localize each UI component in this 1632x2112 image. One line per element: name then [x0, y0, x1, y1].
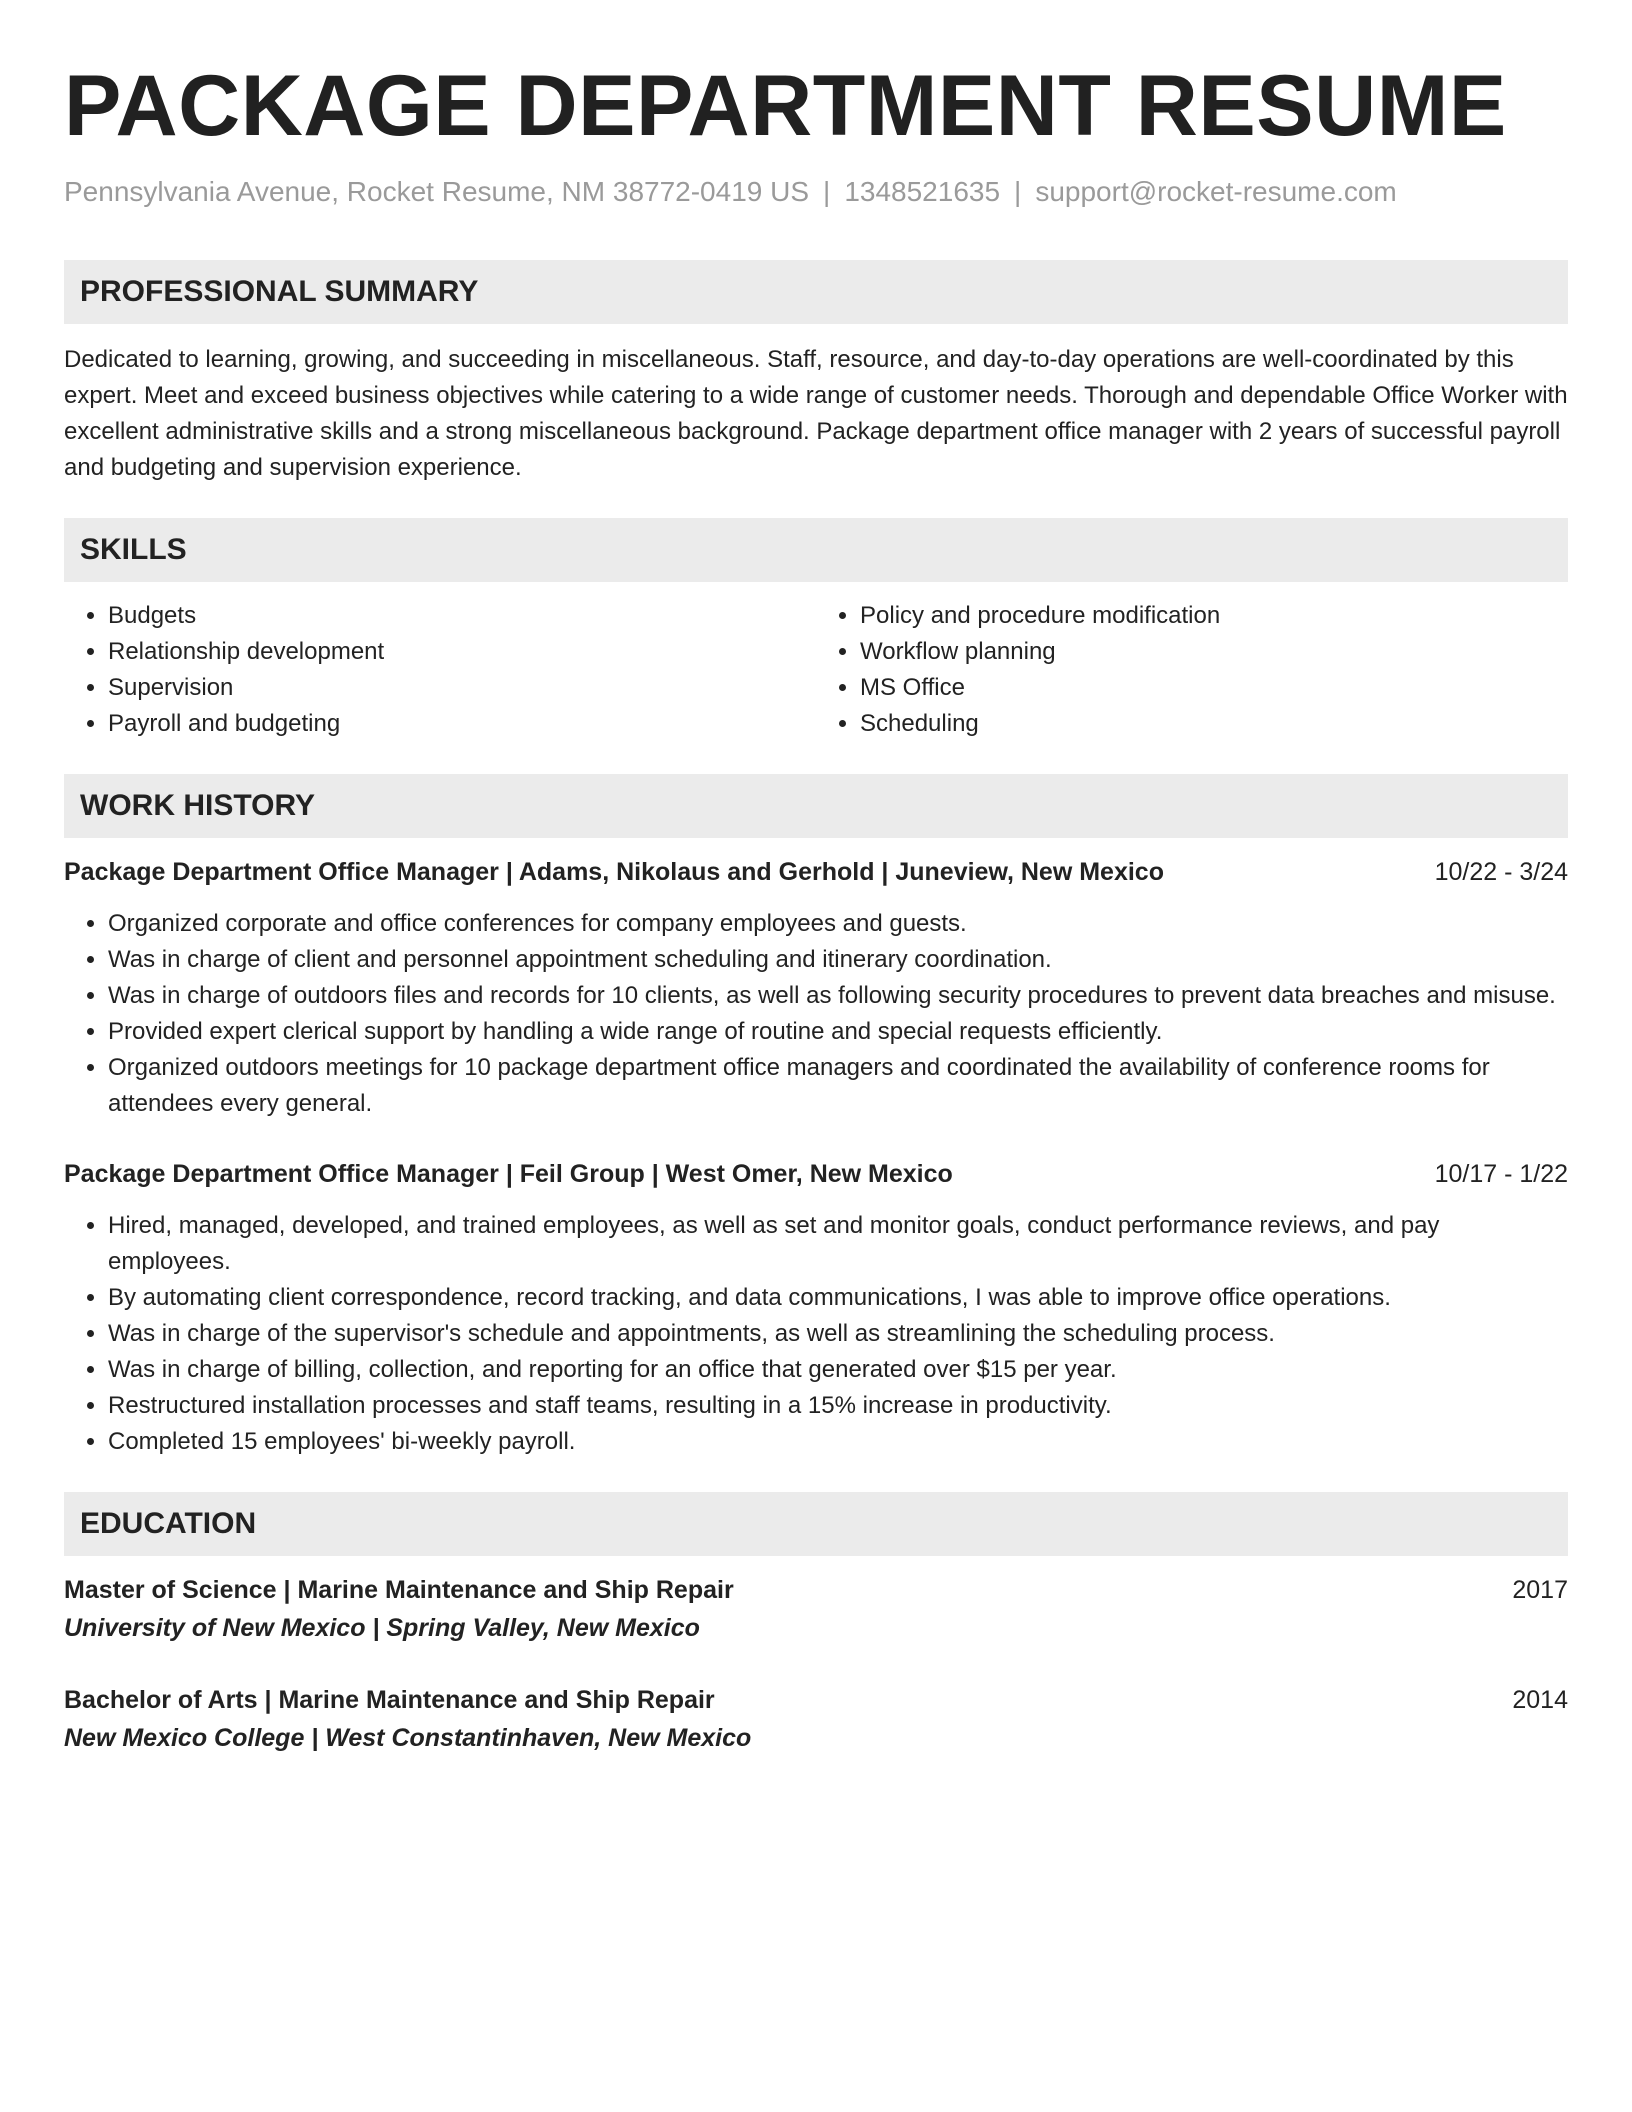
job-entry: [64, 1156, 1568, 1460]
job-title: Package Department Office Manager | Feil Group | West Omer, New Mexico: [64, 1160, 953, 1188]
job-bullet: • Was in charge of the supervisor's schedule and appointments, as well as streamlining the scheduling process.: [108, 1316, 1568, 1352]
skill-item: • Workflow planning: [860, 634, 1568, 670]
skills-heading: SKILLS: [64, 518, 1568, 582]
contact-separator: |: [823, 176, 831, 207]
job-bullet: • Hired, managed, developed, and trained employees, as well as set and monitor goals, conduct performance reviews, and pay employees.: [108, 1208, 1568, 1280]
skill-item: • Supervision: [108, 670, 816, 706]
job-bullets: [64, 906, 1568, 1122]
job-entry: [64, 854, 1568, 1122]
job-bullet: • Completed 15 employees' bi-weekly payroll.: [108, 1424, 1568, 1460]
job-bullet: • Was in charge of billing, collection, and reporting for an office that generated over $15 per year.: [108, 1352, 1568, 1388]
education-entry: [64, 1682, 1568, 1758]
job-bullet: • Organized corporate and office conferences for company employees and guests.: [108, 906, 1568, 942]
education-heading: EDUCATION: [64, 1492, 1568, 1556]
job-title: Package Department Office Manager | Adams, Nikolaus and Gerhold | Juneview, New Mexico: [64, 858, 1164, 886]
job-dates: 10/17 - 1/22: [1434, 1160, 1568, 1188]
education-header: [64, 1682, 1568, 1718]
contact-address: Pennsylvania Avenue, Rocket Resume, NM 38772-0419 US: [64, 176, 810, 207]
job-bullet: • Restructured installation processes and staff teams, resulting in a 15% increase in productivity.: [108, 1388, 1568, 1424]
job-dates: 10/22 - 3/24: [1434, 858, 1568, 886]
job-bullet: • Organized outdoors meetings for 10 package department office managers and coordinated the availability of conference rooms for attendees every general.: [108, 1050, 1568, 1122]
education-entry: [64, 1572, 1568, 1648]
contact-email: support@rocket-resume.com: [1035, 176, 1397, 207]
skill-item: • MS Office: [860, 670, 1568, 706]
contact-separator: |: [1014, 176, 1022, 207]
skills-column-left: [64, 598, 816, 742]
job-bullet: • Was in charge of outdoors files and records for 10 clients, as well as following security procedures to prevent data breaches and misuse.: [108, 978, 1568, 1014]
skill-item: • Payroll and budgeting: [108, 706, 816, 742]
education-header: [64, 1572, 1568, 1608]
summary-text: Dedicated to learning, growing, and succeeding in miscellaneous. Staff, resource, and day-to-day operations are well-coordinated by this expert. Meet and exceed business objectives while catering to a wide range of customer needs. Thorough and dependable Office Worker with excellent administrative skills and a strong miscellaneous background. Package department office manager with 2 years of successful payroll and budgeting and supervision experience.: [64, 346, 1568, 481]
job-header: [64, 854, 1568, 890]
education-school: University of New Mexico | Spring Valley, New Mexico: [64, 1614, 700, 1642]
education-year: 2014: [1512, 1686, 1568, 1714]
resume-title: PACKAGE DEPARTMENT RESUME: [64, 58, 1507, 154]
summary-heading: PROFESSIONAL SUMMARY: [64, 260, 1568, 324]
skill-item: • Scheduling: [860, 706, 1568, 742]
education-degree: Bachelor of Arts | Marine Maintenance and Ship Repair: [64, 1686, 715, 1714]
job-bullet: • By automating client correspondence, record tracking, and data communications, I was able to improve office operations.: [108, 1280, 1568, 1316]
skill-item: • Relationship development: [108, 634, 816, 670]
contact-phone: 1348521635: [844, 176, 1001, 207]
contact-line: [64, 174, 1568, 210]
job-bullets: [64, 1208, 1568, 1460]
skills-column-right: [816, 598, 1568, 742]
skill-item: • Policy and procedure modification: [860, 598, 1568, 634]
skills-list: [64, 598, 1568, 742]
education-degree: Master of Science | Marine Maintenance and Ship Repair: [64, 1576, 734, 1604]
job-bullet: • Was in charge of client and personnel appointment scheduling and itinerary coordination.: [108, 942, 1568, 978]
work-history-heading: WORK HISTORY: [64, 774, 1568, 838]
job-bullet: • Provided expert clerical support by handling a wide range of routine and special requests efficiently.: [108, 1014, 1568, 1050]
education-school: New Mexico College | West Constantinhaven, New Mexico: [64, 1724, 752, 1752]
skill-item: • Budgets: [108, 598, 816, 634]
job-header: [64, 1156, 1568, 1192]
education-year: 2017: [1512, 1576, 1568, 1604]
